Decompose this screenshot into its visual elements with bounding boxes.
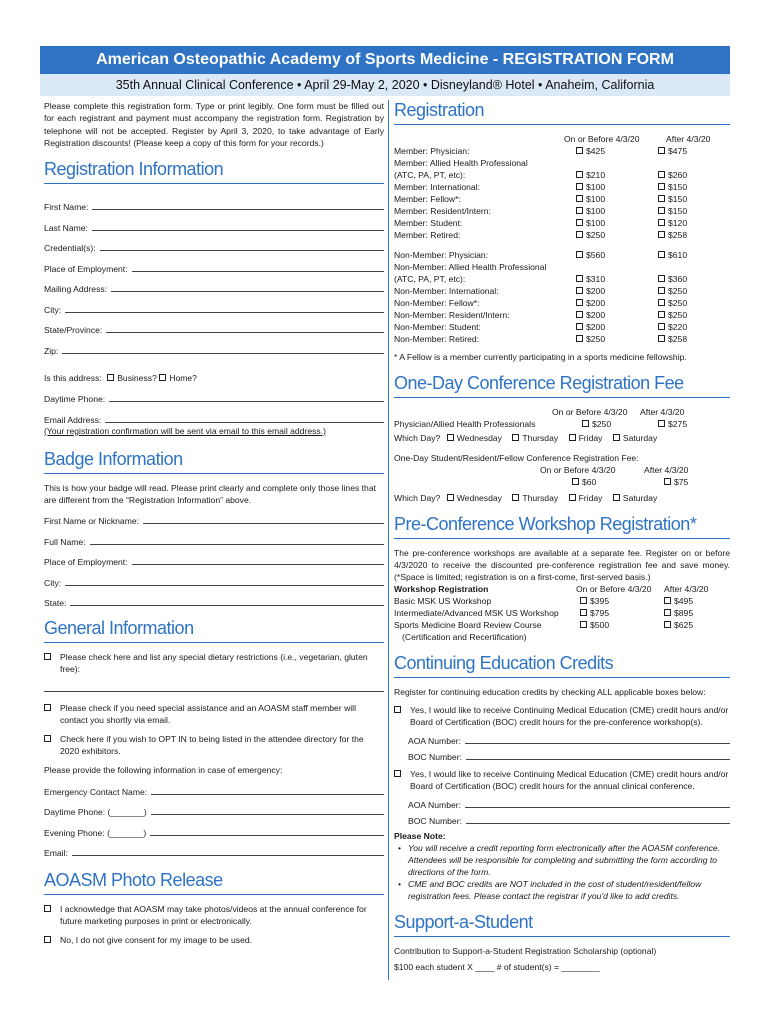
nonmember-early-5-checkbox[interactable] <box>576 311 583 318</box>
workshop-late-0: $495 <box>674 596 694 606</box>
home-label: Home? <box>169 372 197 383</box>
member-row <box>394 157 730 169</box>
member-label-3: Member: International: <box>394 182 480 192</box>
member-early-3: $100 <box>586 182 606 192</box>
badge-field-1[interactable]: Full Name: <box>44 526 384 547</box>
business-checkbox[interactable] <box>107 374 114 381</box>
member-row <box>394 169 730 181</box>
member-label-7: Member: Retired: <box>394 230 461 240</box>
member-early-4: $100 <box>586 194 606 204</box>
workshop-late-2: $625 <box>674 620 694 630</box>
reg-field-1[interactable]: Last Name: <box>44 212 384 233</box>
support-student-heading: Support-a-Student <box>394 912 730 937</box>
nonmember-row <box>394 321 730 333</box>
badge-fields <box>44 506 384 609</box>
day2-saturday-checkbox[interactable] <box>613 494 620 501</box>
day-thursday-checkbox[interactable] <box>512 434 519 441</box>
day-friday-checkbox[interactable] <box>569 434 576 441</box>
nonmember-late-5: $250 <box>668 310 688 320</box>
dietary-option[interactable]: Please check here and list any special dietary restrictions (i.e., vegetarian, gluten free): <box>44 651 384 675</box>
member-early-3-checkbox[interactable] <box>576 183 583 190</box>
member-early-7-checkbox[interactable] <box>576 231 583 238</box>
day2-wednesday-checkbox[interactable] <box>447 494 454 501</box>
reg-field-2[interactable]: Credential(s): <box>44 233 384 254</box>
nonmember-row <box>394 309 730 321</box>
nonmember-row <box>394 261 730 273</box>
photo-decline-checkbox[interactable] <box>44 936 51 943</box>
photo-decline-option[interactable]: No, I do not give consent for my image to be used. <box>44 934 384 946</box>
fellow-note: * A Fellow is a member currently participating in a sports medicine fellowship. <box>394 352 687 362</box>
reg-field-3[interactable]: Place of Employment: <box>44 253 384 274</box>
one-day-which-day-row-2: Which Day? Wednesday Thursday Friday Saturday <box>394 493 658 503</box>
one-day-early-header: On or Before 4/3/20 <box>552 407 628 417</box>
day2-friday-checkbox[interactable] <box>569 494 576 501</box>
left-column <box>44 100 384 953</box>
nonmember-early-5: $200 <box>586 310 606 320</box>
member-early-7: $250 <box>586 230 606 240</box>
day-wednesday-checkbox[interactable] <box>447 434 454 441</box>
nonmember-late-0-checkbox[interactable] <box>658 251 665 258</box>
nonmember-late-3-checkbox[interactable] <box>658 287 665 294</box>
nonmember-label-1: Non-Member: Allied Health Professional <box>394 262 547 272</box>
emergency-field-3[interactable]: Email: <box>44 838 384 859</box>
member-late-7: $258 <box>668 230 688 240</box>
member-late-2: $260 <box>668 170 688 180</box>
reg-late-header: After 4/3/20 <box>666 134 711 144</box>
nonmember-row <box>394 249 730 261</box>
nonmember-row <box>394 333 730 345</box>
member-late-0: $475 <box>668 146 688 156</box>
directory-optin-option[interactable]: Check here if you wish to OPT IN to being listed in the attendee directory for the 2020 exhibitors. <box>44 733 384 757</box>
member-label-0: Member: Physician: <box>394 146 470 156</box>
reg-field-7[interactable]: Zip: <box>44 335 384 356</box>
one-day-phys-early-checkbox[interactable] <box>582 420 589 427</box>
form-title: American Osteopathic Academy of Sports Medicine - REGISTRATION FORM <box>96 51 674 68</box>
email-field[interactable]: Email Address: <box>44 404 384 425</box>
reg-field-5[interactable]: City: <box>44 294 384 315</box>
member-row <box>394 193 730 205</box>
member-early-5-checkbox[interactable] <box>576 207 583 214</box>
student-late-checkbox[interactable] <box>664 478 671 485</box>
member-early-6-checkbox[interactable] <box>576 219 583 226</box>
nonmember-late-2-checkbox[interactable] <box>658 275 665 282</box>
member-late-4: $150 <box>668 194 688 204</box>
assistance-checkbox[interactable] <box>44 704 51 711</box>
nonmember-late-6: $220 <box>668 322 688 332</box>
nonmember-label-6: Non-Member: Student: <box>394 322 481 332</box>
registration-heading: Registration <box>394 100 730 125</box>
one-day-heading: One-Day Conference Registration Fee <box>394 373 730 398</box>
member-late-6: $120 <box>668 218 688 228</box>
form-title-banner <box>40 46 730 74</box>
member-early-0: $425 <box>586 146 606 156</box>
day-saturday-checkbox[interactable] <box>613 434 620 441</box>
conference-subtitle-bar <box>40 74 730 96</box>
nonmember-late-4: $250 <box>668 298 688 308</box>
badge-description: This is how your badge will read. Please print clearly and complete only those lines that are different from the “Registration Information” above. <box>44 482 376 505</box>
member-late-3: $150 <box>668 182 688 192</box>
member-label-6: Member: Student: <box>394 218 463 228</box>
one-day-physician-label: Physician/Allied Health Professionals <box>394 419 536 429</box>
photo-consent-option[interactable]: I acknowledge that AOASM may take photos/videos at the annual conference for future marketing purposes in print or electronically. <box>44 903 384 927</box>
cme-preconference-option[interactable]: Yes, I would like to receive Continuing Medical Education (CME) credit hours and/or Board of Certification (BOC) credit hours for the pre-conference workshop(s). <box>394 704 730 728</box>
cme-heading: Continuing Education Credits <box>394 653 730 678</box>
nonmember-row <box>394 297 730 309</box>
home-checkbox[interactable] <box>159 374 166 381</box>
reg-early-header: On or Before 4/3/20 <box>564 134 640 144</box>
general-info-heading: General Information <box>44 618 384 643</box>
workshop-name-1: Intermediate/Advanced MSK US Workshop <box>394 608 559 618</box>
one-day-late-header: After 4/3/20 <box>640 407 685 417</box>
aoa-number-field-2[interactable]: AOA Number: <box>394 794 730 810</box>
email-note: (Your registration confirmation will be sent via email to this email address.) <box>44 425 326 436</box>
daytime-phone-field[interactable]: Daytime Phone: <box>44 384 384 405</box>
registration-fee-table <box>394 133 730 345</box>
cme-pre-checkbox[interactable] <box>394 706 401 713</box>
nonmember-early-6: $200 <box>586 322 606 332</box>
badge-info-heading: Badge Information <box>44 449 384 474</box>
photo-consent-checkbox[interactable] <box>44 905 51 912</box>
cme-intro: Register for continuing education credits by checking ALL applicable boxes below: <box>394 687 706 697</box>
nonmember-early-3: $200 <box>586 286 606 296</box>
day2-thursday-checkbox[interactable] <box>512 494 519 501</box>
address-type-label: Is this address: <box>44 372 102 383</box>
workshop-early-header: On or Before 4/3/20 <box>576 584 652 594</box>
member-late-4-checkbox[interactable] <box>658 195 665 202</box>
member-row <box>394 205 730 217</box>
badge-field-2[interactable]: Place of Employment: <box>44 547 384 568</box>
emergency-intro: Please provide the following information in case of emergency: <box>44 765 283 776</box>
member-row <box>394 229 730 241</box>
member-early-2: $210 <box>586 170 606 180</box>
one-day-fee-table: On or Before 4/3/20 After 4/3/20 Physician/Allied Health Professionals $250 $275 <box>394 406 730 430</box>
member-late-7-checkbox[interactable] <box>658 231 665 238</box>
member-early-4-checkbox[interactable] <box>576 195 583 202</box>
nonmember-late-3: $250 <box>668 286 688 296</box>
workshop-late-0-checkbox[interactable] <box>664 597 671 604</box>
workshop-early-2: $500 <box>590 620 610 630</box>
photo-release-heading: AOASM Photo Release <box>44 870 384 895</box>
emergency-fields <box>44 776 384 858</box>
workshop-name-0: Basic MSK US Workshop <box>394 596 492 606</box>
workshop-early-0-checkbox[interactable] <box>580 597 587 604</box>
badge-field-3[interactable]: City: <box>44 567 384 588</box>
one-day-which-day-row-1: Which Day? Wednesday Thursday Friday Saturday <box>394 433 658 443</box>
member-row <box>394 217 730 229</box>
note-bullet-2: • CME and BOC credits are NOT included in the cost of student/resident/fellow registration fees. Please contact the registrar if you'd like to add credits. <box>394 878 730 902</box>
please-note-heading: Please Note: <box>394 831 446 841</box>
member-late-6-checkbox[interactable] <box>658 219 665 226</box>
intro-text: Please complete this registration form. Type or print legibly. One form must be filled out for each registrant and payment must accompany the registration form. Registration by telephone will not be accepted. Register by April 3, 2020, to take advantage of Early Registration discounts! (Please keep a copy of this form for your records.) <box>44 101 384 149</box>
reg-field-0[interactable]: First Name: <box>44 192 384 213</box>
emergency-field-0[interactable]: Emergency Contact Name: <box>44 776 384 797</box>
member-row <box>394 181 730 193</box>
member-late-5-checkbox[interactable] <box>658 207 665 214</box>
member-row <box>394 145 730 157</box>
workshop-late-2-checkbox[interactable] <box>664 621 671 628</box>
nonmember-label-0: Non-Member: Physician: <box>394 250 489 260</box>
reg-field-6[interactable]: State/Province: <box>44 315 384 336</box>
nonmember-late-4-checkbox[interactable] <box>658 299 665 306</box>
workshop-early-1: $795 <box>590 608 610 618</box>
nonmember-label-7: Non-Member: Retired: <box>394 334 480 344</box>
member-late-5: $150 <box>668 206 688 216</box>
member-late-0-checkbox[interactable] <box>658 147 665 154</box>
workshop-late-header: After 4/3/20 <box>664 584 709 594</box>
nonmember-label-4: Non-Member: Fellow*: <box>394 298 480 308</box>
dietary-checkbox[interactable] <box>44 653 51 660</box>
cme-annual-option[interactable]: Yes, I would like to receive Continuing Medical Education (CME) credit hours and/or Board of Certification (BOC) credit hours for the annual clinical conference. <box>394 768 730 792</box>
nonmember-late-7: $258 <box>668 334 688 344</box>
nonmember-early-6-checkbox[interactable] <box>576 323 583 330</box>
member-label-1: Member: Allied Health Professional <box>394 158 528 168</box>
workshop-early-1-checkbox[interactable] <box>580 609 587 616</box>
nonmember-label-5: Non-Member: Resident/Intern: <box>394 310 510 320</box>
nonmember-row <box>394 285 730 297</box>
nonmember-row <box>394 273 730 285</box>
workshop-fee-table <box>394 583 730 643</box>
boc-number-field-2[interactable]: BOC Number: <box>394 810 730 826</box>
conference-subtitle: 35th Annual Clinical Conference • April 29-May 2, 2020 • Disneyland® Hotel • Anaheim, California <box>115 78 655 92</box>
workshop-description: The pre-conference workshops are available at a separate fee. Register on or before 4/3/2020 to receive the discounted pre-conference registration fee and save money. (*Space is limited; registration is on a first-come, first-served basis.) <box>394 548 730 582</box>
workshop-late-1: $895 <box>674 608 694 618</box>
registration-info-fields <box>44 192 384 356</box>
workshop-name-2: Sports Medicine Board Review Course <box>394 620 542 630</box>
badge-field-4[interactable]: State: <box>44 588 384 609</box>
one-day-phys-late-checkbox[interactable] <box>658 420 665 427</box>
reg-field-4[interactable]: Mailing Address: <box>44 274 384 295</box>
student-early-checkbox[interactable] <box>572 478 579 485</box>
cme-annual-checkbox[interactable] <box>394 770 401 777</box>
member-early-2-checkbox[interactable] <box>576 171 583 178</box>
nonmember-early-2-checkbox[interactable] <box>576 275 583 282</box>
boc-number-field-1[interactable]: BOC Number: <box>394 746 730 762</box>
nonmember-early-0-checkbox[interactable] <box>576 251 583 258</box>
member-label-5: Member: Resident/Intern: <box>394 206 491 216</box>
nonmember-early-7: $250 <box>586 334 606 344</box>
nonmember-late-0: $610 <box>668 250 688 260</box>
member-early-5: $100 <box>586 206 606 216</box>
one-day-student-label: One-Day Student/Resident/Fellow Conference Registration Fee: <box>394 453 639 463</box>
support-line-1: Contribution to Support-a-Student Registration Scholarship (optional) <box>394 946 657 956</box>
nonmember-early-4-checkbox[interactable] <box>576 299 583 306</box>
nonmember-early-0: $560 <box>586 250 606 260</box>
workshop-col-header: Workshop Registration <box>394 584 489 594</box>
member-early-0-checkbox[interactable] <box>576 147 583 154</box>
badge-field-0[interactable]: First Name or Nickname: <box>44 506 384 527</box>
nonmember-late-6-checkbox[interactable] <box>658 323 665 330</box>
workshop-early-2-checkbox[interactable] <box>580 621 587 628</box>
workshop-heading: Pre-Conference Workshop Registration* <box>394 514 730 539</box>
nonmember-early-7-checkbox[interactable] <box>576 335 583 342</box>
member-late-2-checkbox[interactable] <box>658 171 665 178</box>
right-column <box>394 100 730 973</box>
member-early-6: $100 <box>586 218 606 228</box>
column-divider <box>388 100 389 980</box>
business-label: Business? <box>117 372 157 383</box>
support-line-2[interactable]: $100 each student X ____ # of student(s) = ________ <box>394 962 600 972</box>
nonmember-early-2: $310 <box>586 274 606 284</box>
assistance-option[interactable]: Please check if you need special assistance and an AOASM staff member will contact you shortly via email. <box>44 702 384 726</box>
one-day-student-table: On or Before 4/3/20 After 4/3/20 $60 $75 <box>540 465 689 487</box>
nonmember-early-3-checkbox[interactable] <box>576 287 583 294</box>
nonmember-label-2: (ATC, PA, PT, etc): <box>394 274 466 284</box>
address-type-row <box>44 372 384 384</box>
nonmember-label-3: Non-Member: International: <box>394 286 499 296</box>
workshop-cert-note: (Certification and Recertification) <box>402 632 527 642</box>
emergency-field-1[interactable]: Daytime Phone: (_______) <box>44 797 384 818</box>
registration-info-heading: Registration Information <box>44 159 384 184</box>
note-bullet-1: • You will receive a credit reporting form electronically after the AOASM conference. Attendees will be responsible for completing and submitting the form according to directions of the form. <box>394 842 730 878</box>
nonmember-late-5-checkbox[interactable] <box>658 311 665 318</box>
dietary-line[interactable] <box>44 682 384 694</box>
member-late-3-checkbox[interactable] <box>658 183 665 190</box>
workshop-early-0: $395 <box>590 596 610 606</box>
nonmember-early-4: $200 <box>586 298 606 308</box>
workshop-late-1-checkbox[interactable] <box>664 609 671 616</box>
nonmember-late-2: $360 <box>668 274 688 284</box>
optin-checkbox[interactable] <box>44 735 51 742</box>
nonmember-late-7-checkbox[interactable] <box>658 335 665 342</box>
member-label-4: Member: Fellow*: <box>394 194 461 204</box>
emergency-field-2[interactable]: Evening Phone: (_______) <box>44 817 384 838</box>
member-label-2: (ATC, PA, PT, etc): <box>394 170 466 180</box>
aoa-number-field-1[interactable]: AOA Number: <box>394 730 730 746</box>
